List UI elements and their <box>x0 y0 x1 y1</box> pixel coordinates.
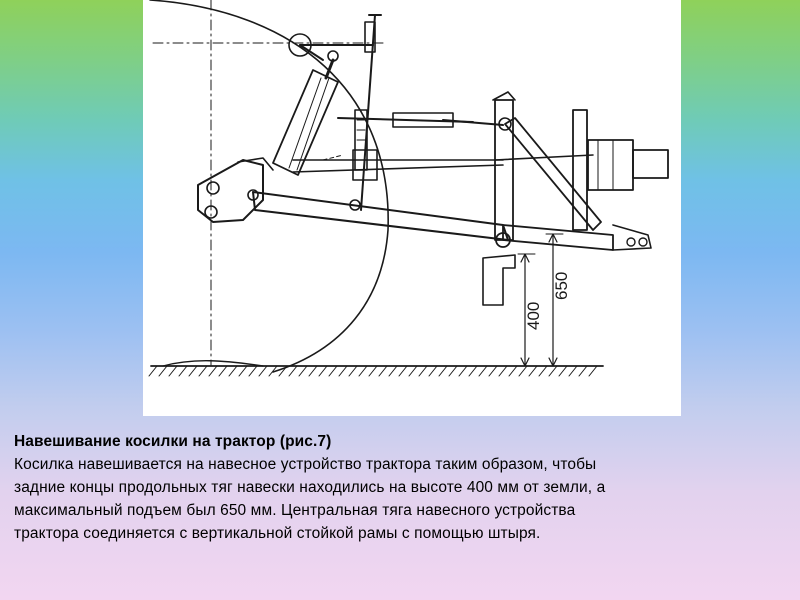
mower-frame <box>503 110 668 250</box>
caption-line-2: задние концы продольных тяг навески находились на высоте 400 мм от земли, а <box>14 479 606 496</box>
caption-line-4: трактора соединяется с вертикальной стойкой рамы с помощью штыря. <box>14 525 541 542</box>
tractor-wheel-outline <box>150 0 388 372</box>
ground-line <box>151 361 603 366</box>
mower-hitch-drawing <box>143 0 681 416</box>
dimension-label-400: 400 <box>524 301 543 330</box>
caption-line-1: Косилка навешивается на навесное устройство трактора таким образом, чтобы <box>14 456 597 473</box>
ground-hatching <box>149 366 597 376</box>
caption-block <box>14 430 784 545</box>
caption-title: Навешивание косилки на трактор (рис.7) <box>14 433 332 450</box>
support-shoe <box>483 255 515 305</box>
hitch-schematic <box>143 0 681 416</box>
lower-link <box>253 192 510 247</box>
caption-line-3: максимальный подъем был 650 мм. Центральная тяга навесного устройства <box>14 502 576 519</box>
tractor-rear-bracket <box>198 158 273 222</box>
dimension-label-650: 650 <box>552 271 571 300</box>
hydraulic-cylinder <box>273 51 338 175</box>
